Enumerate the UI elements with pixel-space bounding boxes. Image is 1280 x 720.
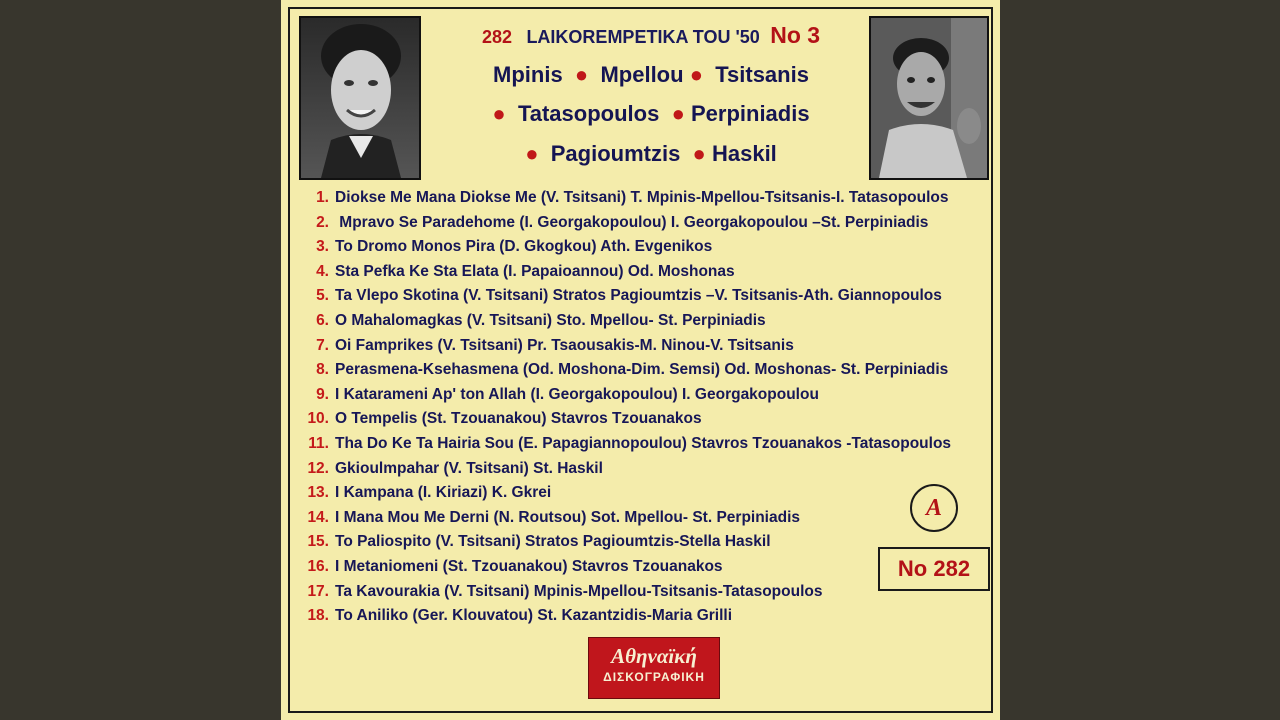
catalog-number: No 282 — [878, 547, 990, 591]
track-number: 17. — [307, 582, 329, 600]
track-number: 7. — [316, 336, 329, 354]
track-title: O Tempelis (St. Tzouanakou) Stavros Tzouanakos — [335, 410, 702, 428]
track-title: To Paliospito (V. Tsitsani) Stratos Pagioumtzis-Stella Haskil — [335, 533, 771, 551]
label-subtitle: ΔΙΣΚΟΓΡΑΦΙΚΗ — [603, 670, 705, 684]
track-title: Sta Pefka Ke Sta Elata (I. Papaioannou) Od. Moshonas — [335, 262, 735, 280]
artist-name: Tsitsanis — [715, 62, 809, 87]
bullet-icon: ● — [686, 141, 706, 166]
label-logo-mark: A — [910, 484, 958, 532]
track-title: Ta Vlepo Skotina (V. Tsitsani) Stratos Pagioumtzis –V. Tsitsanis-Ath. Giannopoulos — [335, 287, 942, 305]
track-title: Gkioulmpahar (V. Tsitsani) St. Haskil — [335, 459, 603, 477]
portrait-photo-right — [869, 16, 989, 180]
track-title: I Katarameni Ap' ton Allah (I. Georgakopoulou) I. Georgakopoulou — [335, 385, 819, 403]
artists-line-3 — [431, 141, 871, 167]
label-name: Αθηναϊκή — [611, 644, 697, 668]
track-title: Tha Do Ke Ta Hairia Sou (E. Papagiannopoulou) Stavros Tzouanakos -Tatasopoulos — [335, 434, 952, 452]
track-number: 12. — [307, 459, 329, 477]
bullet-icon: ● — [568, 62, 595, 87]
track-title: Mpravo Se Paradehome (I. Georgakopoulou) I. Georgakopoulou –St. Perpiniadis — [335, 213, 929, 231]
track-row — [299, 604, 999, 629]
track-number: 9. — [316, 385, 329, 403]
track-number: 18. — [307, 607, 329, 625]
track-row — [299, 186, 999, 211]
track-number: 11. — [308, 434, 329, 452]
artists-line-1 — [431, 62, 871, 88]
track-row — [299, 481, 999, 506]
track-title: Perasmena-Ksehasmena (Od. Moshona-Dim. Semsi) Od. Moshonas- St. Perpiniadis — [335, 361, 949, 379]
track-number: 14. — [307, 508, 329, 526]
track-row — [299, 211, 999, 236]
track-row — [299, 358, 999, 383]
album-cover — [281, 0, 1000, 720]
track-row — [299, 383, 999, 408]
track-number: 16. — [307, 557, 329, 575]
bullet-icon: ● — [689, 62, 710, 87]
track-row — [299, 309, 999, 334]
track-row — [299, 506, 999, 531]
track-title: Oi Famprikes (V. Tsitsani) Pr. Tsaousakis-M. Ninou-V. Tsitsanis — [335, 336, 794, 354]
track-title: Diokse Me Mana Diokse Me (V. Tsitsani) T. Mpinis-Mpellou-Tsitsanis-I. Tatasopoulos — [335, 189, 949, 206]
artist-name: Mpellou — [600, 62, 684, 87]
track-number: 10. — [307, 410, 329, 428]
series-number: 282 — [481, 27, 512, 47]
bullet-icon: ● — [525, 141, 545, 166]
track-number: 6. — [316, 311, 329, 329]
artist-name: Haskil — [711, 141, 777, 166]
track-title: I Kampana (I. Kiriazi) K. Gkrei — [335, 484, 552, 502]
track-row — [299, 432, 999, 457]
track-row — [299, 260, 999, 285]
track-number: 1. — [316, 189, 329, 206]
track-title: To Dromo Monos Pira (D. Gkogkou) Ath. Evgenikos — [335, 238, 713, 256]
track-title: I Mana Mou Me Derni (N. Routsou) Sot. Mpellou- St. Perpiniadis — [335, 508, 801, 526]
portrait-photo-left — [299, 16, 421, 180]
artist-name: Mpinis — [493, 62, 563, 87]
track-number: 4. — [316, 262, 329, 280]
track-number: 3. — [316, 238, 329, 256]
track-row — [299, 235, 999, 260]
album-header — [441, 22, 861, 49]
track-number: 13. — [307, 484, 329, 502]
track-title: I Metaniomeni (St. Tzouanakou) Stavros Tzouanakos — [335, 557, 723, 575]
track-title: To Aniliko (Ger. Klouvatou) St. Kazantzidis-Maria Grilli — [335, 607, 733, 625]
track-row — [299, 334, 999, 359]
track-row — [299, 457, 999, 482]
track-row — [299, 407, 999, 432]
album-title: LAIKOREMPETIKA TOU '50 — [526, 27, 760, 47]
track-number: 5. — [316, 287, 329, 305]
track-row — [299, 284, 999, 309]
artist-name: Pagioumtzis — [550, 141, 681, 166]
track-number: 15. — [307, 533, 329, 551]
artists-line-2 — [431, 101, 871, 127]
track-title: O Mahalomagkas (V. Tsitsani) Sto. Mpellou- St. Perpiniadis — [335, 311, 766, 329]
track-number: 2. — [316, 213, 329, 231]
volume-number: No 3 — [770, 22, 821, 48]
bullet-icon: ● — [492, 101, 512, 126]
artist-name: Tatasopoulos — [517, 101, 660, 126]
bullet-icon: ● — [665, 101, 685, 126]
track-number: 8. — [316, 361, 329, 379]
track-title: Ta Kavourakia (V. Tsitsani) Mpinis-Mpellou-Tsitsanis-Tatasopoulos — [335, 582, 823, 600]
record-label-logo — [588, 637, 720, 699]
artist-name: Perpiniadis — [690, 101, 810, 126]
